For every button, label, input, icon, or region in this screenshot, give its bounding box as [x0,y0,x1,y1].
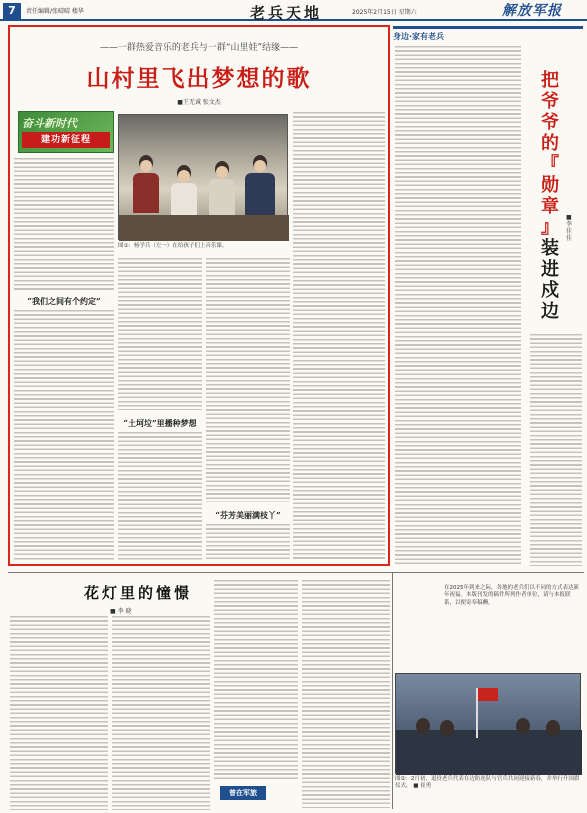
body-text [14,310,114,560]
photo-caption: 图①：杨学兵（左一）在给孩子们上音乐课。 [118,243,228,249]
story-title: 花灯里的憧憬 [84,584,193,602]
body-text [118,258,202,410]
column-stamp: 曾在军旅 [220,786,266,800]
story-body-text [112,616,210,810]
sidebar-author: ■李佳佳 [566,214,573,242]
banner-slogan: 奋斗新时代 [22,117,77,130]
subhead: “我们之间有个约定” [27,296,101,306]
sidebar-body-text [395,46,521,566]
section-title: 老兵天地 [250,4,323,22]
divider [392,573,393,809]
editors-credit: 责任编辑/张晴晴 楼华 [26,8,84,15]
issue-date: 2025年2月15日 星期六 [352,9,417,16]
body-text [206,258,290,502]
sidebar-body-text [530,334,582,566]
story-body-text [214,580,298,780]
story-author: ■ 李 晓 [110,608,132,615]
subhead: “芬芳美丽满枝丫” [215,510,281,520]
page-number: 7 [3,3,21,19]
newspaper-logo: 解放军报 [502,3,562,19]
bottom-photo [395,673,581,774]
sidebar-header [393,26,583,40]
banner-title: 建功新征程 [22,132,110,148]
divider [8,572,584,573]
sidebar-headline: 把 爷 爷 的 『 勋 章 』 装 进 戍 边 [541,70,559,322]
body-text [206,524,290,560]
body-text [293,112,385,560]
bottom-photo-caption: 图②：2月初，退役老兵代表在边防连队与官兵共同迎接新春，并举行升国旗仪式。 ■ 崔勇 [395,776,580,789]
sidebar-label: 身边·家有老兵 [393,32,445,41]
article-kicker: ——一群热爱音乐的老兵与一群“山里娃”结缘—— [99,43,299,53]
article-photo [118,114,288,240]
article-headline: 山村里飞出梦想的歌 [86,65,312,92]
column-banner [18,111,114,153]
body-text [118,432,202,560]
body-text [14,158,114,290]
story-body-text [10,616,108,810]
editor-notice: 在2025年到来之际，各地的老兵们以不同的方式表达新年祝福。本版刊发的稿件所列作者单位，请与本报联系，以便寄奉稿酬。 [444,585,579,606]
story-body-text [302,580,390,808]
subhead: “土坷垃”里播种梦想 [123,418,197,428]
article-byline: ■王无诚 张文杰 [177,99,221,106]
